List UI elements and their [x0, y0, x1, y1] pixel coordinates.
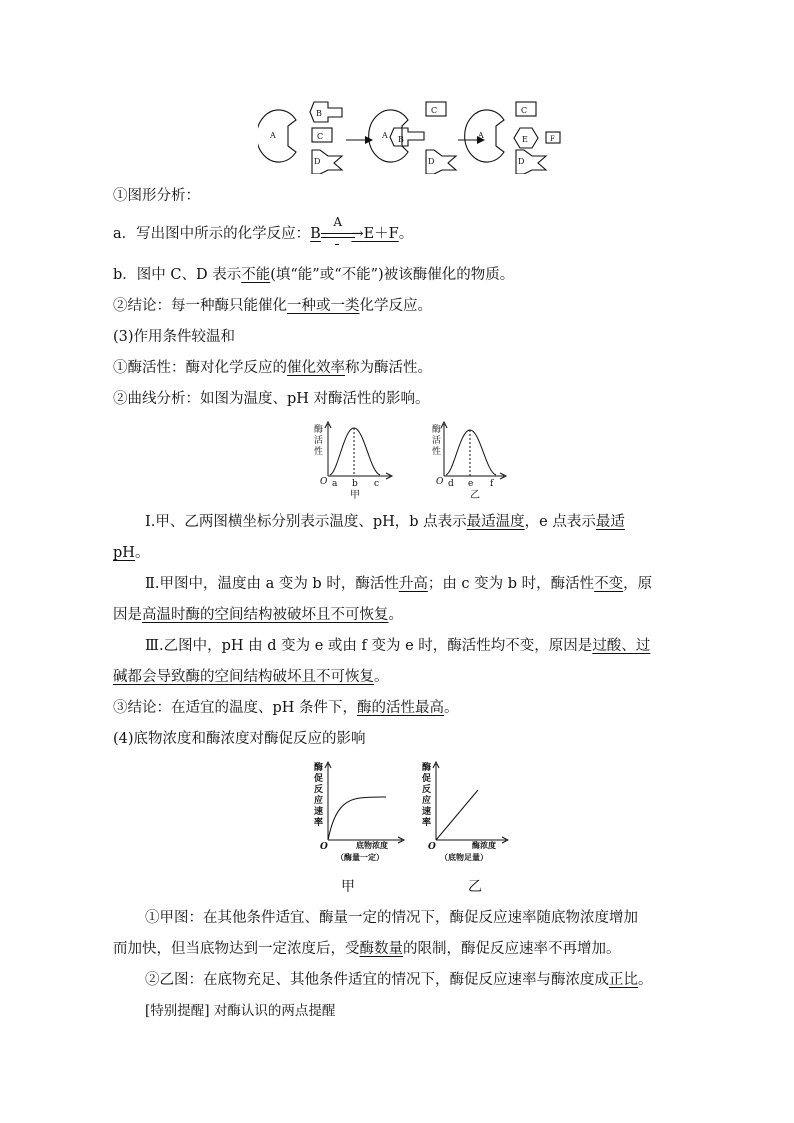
activity-curves: [308, 420, 508, 502]
enzyme-line: [436, 790, 478, 840]
svg-text:O: O: [428, 842, 436, 852]
para-roman-3-line1: Ⅲ.乙图中，pH 由 d 变为 e 或由 f 变为 e 时，酶活性均不变，原因是过酸、过: [145, 638, 651, 654]
svg-text:活: 活: [314, 436, 324, 446]
para-roman-3-line2: 碱都会导致酶的空间结构破坏且不可恢复。: [113, 669, 389, 685]
caption-jia-2: 甲: [341, 879, 355, 895]
para-yi: ②乙图：在底物充足、其他条件适宜的情况下，酶促反应速率与酶浓度成正比。: [145, 972, 653, 988]
substance-d-label: D: [314, 157, 321, 166]
answer-unchanged: 不变: [594, 576, 624, 592]
svg-text:活: 活: [432, 436, 442, 446]
enzyme-state-2: [369, 102, 456, 174]
caption-yi: 乙: [470, 490, 480, 501]
para-enzyme-activity: ①酶活性：酶对化学反应的催化效率称为酶活性。: [113, 360, 432, 376]
product-f-label: F: [550, 135, 555, 143]
answer-acid-base-1: 过酸、过: [592, 638, 651, 654]
substrate-curve: [328, 797, 386, 840]
svg-text:a: a: [332, 479, 338, 489]
answer-specificity: 一种或一类: [287, 298, 360, 314]
note-substrate-sufficient: （底物足量）: [440, 852, 488, 862]
note-enzyme-fixed: （酶量一定）: [336, 852, 384, 862]
enzyme-state-1: [258, 102, 342, 174]
svg-text:O: O: [320, 477, 328, 487]
caption-yi-2: 乙: [468, 879, 482, 895]
svg-text:A: A: [382, 131, 388, 140]
answer-high-temp-reason: 高温时酶的空间结构被破坏且不可恢复: [142, 607, 389, 623]
temperature-curve: [330, 428, 380, 475]
enzyme-label: A: [270, 131, 276, 140]
reaction-substrate: B: [310, 226, 321, 242]
svg-text:率: 率: [314, 818, 324, 828]
answer-catalytic-efficiency: 催化效率: [287, 360, 345, 376]
svg-text:f: f: [490, 479, 494, 489]
para-roman-2-line1: Ⅱ.甲图中，温度由 a 变为 b 时，酶活性升高；由 c 变为 b 时，酶活性不变，原: [145, 576, 653, 592]
svg-text:反: 反: [314, 785, 324, 795]
answer-rises: 升高: [398, 576, 428, 592]
para-jia-line2: 而加快，但当底物达到一定浓度后，受酶数量的限制，酶促反应速率不再增加。: [113, 941, 621, 957]
svg-text:e: e: [468, 479, 474, 489]
ph-graph: [441, 422, 506, 479]
product-e-label: E: [522, 135, 528, 144]
svg-text:d: d: [448, 479, 454, 489]
para-substrate-enzyme: (4)底物浓度和酶浓度对酶促反应的影响: [113, 731, 366, 747]
reaction-catalyst: A: [333, 215, 343, 229]
svg-text:O: O: [436, 477, 444, 487]
svg-text:C: C: [431, 106, 438, 115]
svg-text:酶: 酶: [422, 763, 432, 773]
reaction-products: →E＋F: [351, 226, 399, 242]
temperature-graph: [325, 422, 392, 479]
svg-text:促: 促: [314, 774, 324, 784]
caption-jia: 甲: [350, 490, 360, 501]
xlabel-substrate: 底物浓度: [356, 840, 388, 850]
enzyme-diagram: [258, 98, 568, 174]
enzyme-a-shape: [258, 110, 296, 162]
para-cd: b．图中 C、D 表示不能(填“能”或“不能”)被该酶催化的物质。: [113, 267, 515, 283]
substrate-b-shape: [310, 102, 342, 122]
rate-graphs: [310, 760, 510, 868]
svg-text:O: O: [320, 842, 328, 852]
enzyme-graph: [433, 762, 508, 843]
svg-text:应: 应: [422, 796, 432, 806]
answer-cannot: 不能: [241, 267, 271, 283]
svg-text:酶: 酶: [314, 763, 324, 773]
svg-text:酶: 酶: [314, 425, 324, 435]
svg-text:反: 反: [422, 785, 432, 795]
svg-text:促: 促: [422, 774, 432, 784]
svg-text:c: c: [374, 479, 380, 489]
svg-text:D: D: [428, 157, 435, 166]
answer-proportional: 正比: [609, 972, 638, 988]
svg-text:B: B: [398, 135, 404, 144]
para-curve-analysis: ②曲线分析：如图为温度、pH 对酶活性的影响。: [113, 391, 430, 407]
answer-optimal-ph: pH: [113, 545, 135, 561]
svg-text:性: 性: [432, 447, 442, 457]
para-roman-2-line2: 因是高温时酶的空间结构被破坏且不可恢复。: [113, 607, 403, 623]
para-roman-1-line1: Ⅰ.甲、乙两图横坐标分别表示温度、pH，b 点表示最适温度，e 点表示最适: [145, 514, 625, 530]
svg-text:D: D: [518, 157, 525, 166]
answer-acid-base-2: 碱都会导致酶的空间结构破坏且不可恢复: [113, 669, 374, 685]
substrate-b-label: B: [316, 109, 322, 118]
xlabel-enzyme: 酶浓度: [472, 840, 496, 850]
svg-text:速: 速: [422, 807, 432, 817]
para-reaction: a．写出图中所示的化学反应：B A →E＋F。: [113, 224, 413, 244]
svg-text:A: A: [478, 131, 484, 140]
svg-text:b: b: [352, 479, 358, 489]
svg-text:C: C: [521, 106, 528, 115]
enzyme-state-3: [465, 102, 560, 174]
answer-optimal-temp: 最适温度: [466, 514, 525, 530]
reaction-intro: a．写出图中所示的化学反应：: [113, 226, 311, 242]
para-conclusion-3: ③结论：在适宜的温度、pH 条件下，酶的活性最高。: [113, 700, 459, 716]
svg-text:性: 性: [314, 447, 324, 457]
substance-c-label: C: [317, 132, 324, 141]
para-mild-conditions: (3)作用条件较温和: [113, 329, 236, 345]
ph-curve: [446, 430, 496, 475]
svg-text:速: 速: [314, 807, 324, 817]
special-reminder: [特别提醒] 对酶认识的两点提醒: [145, 1003, 336, 1019]
para-roman-1-line2: pH。: [113, 545, 150, 561]
para-figure-analysis: ①图形分析：: [113, 188, 200, 204]
svg-text:应: 应: [314, 796, 324, 806]
svg-text:率: 率: [422, 818, 432, 828]
answer-highest-activity: 酶的活性最高: [357, 700, 445, 716]
svg-text:酶: 酶: [432, 425, 442, 435]
substrate-graph: [325, 762, 404, 843]
para-jia-line1: ①甲图：在其他条件适宜、酶量一定的情况下，酶促反应速率随底物浓度增加: [145, 910, 638, 926]
answer-enzyme-amount: 酶数量: [359, 941, 403, 957]
para-conclusion-1: ②结论：每一种酶只能催化一种或一类化学反应。: [113, 298, 432, 314]
reaction-arrow: [325, 215, 351, 244]
